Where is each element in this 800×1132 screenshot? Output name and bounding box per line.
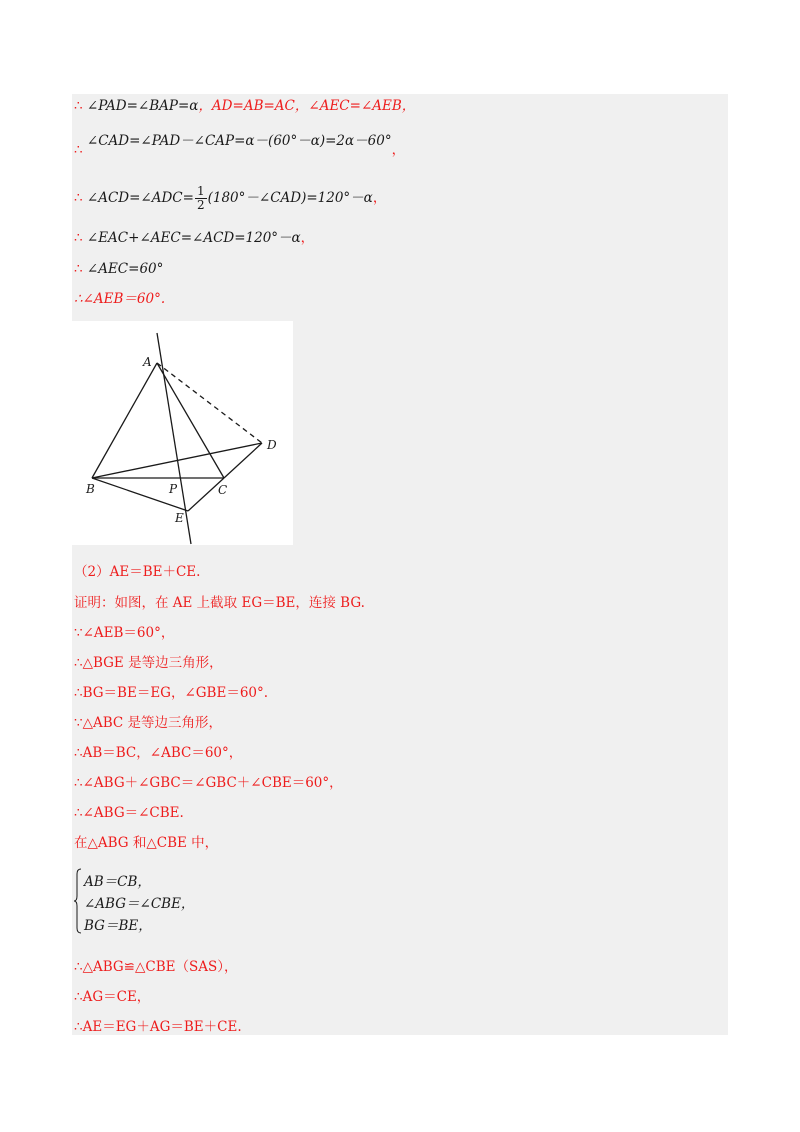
proof-step-5: ∴AB＝BC，∠ABC＝60°， bbox=[74, 745, 243, 761]
line-2-formula: ∠CAD=∠PAD－∠CAP=α－(60°－α)=2α－60° bbox=[86, 133, 392, 149]
label-d: D bbox=[267, 438, 277, 452]
proof-step-3: ∴BG＝BE＝EG，∠GBE＝60°. bbox=[74, 685, 269, 701]
fraction-numerator: 1 bbox=[196, 184, 205, 198]
line-4-comma: ， bbox=[300, 230, 315, 246]
segment-ac bbox=[157, 363, 224, 478]
line-3-comma: ， bbox=[372, 190, 387, 206]
line-3-formula-end: (180°－∠CAD)=120°－α bbox=[207, 190, 373, 206]
line-a-e-extended bbox=[157, 333, 191, 544]
geometry-diagram bbox=[72, 321, 293, 545]
system-row-3: BG＝BE， bbox=[84, 918, 152, 934]
line-1 bbox=[74, 97, 415, 115]
therefore-symbol: ∴ bbox=[74, 190, 83, 206]
system-row-2: ∠ABG＝∠CBE， bbox=[84, 896, 195, 912]
line-6-conclusion: ∴∠AEB＝60°. bbox=[74, 291, 166, 307]
line-4-formula: ∠EAC+∠AEC=∠ACD=120°－α bbox=[86, 230, 301, 246]
proof-step-10: ∴AG＝CE， bbox=[74, 989, 151, 1005]
segment-bd bbox=[92, 443, 262, 478]
segment-cd bbox=[224, 443, 262, 478]
proof-step-4: ∵△ABC 是等边三角形， bbox=[74, 715, 223, 731]
label-b: B bbox=[86, 482, 95, 496]
label-e: E bbox=[175, 511, 184, 525]
line-1-formula: ∠PAD=∠BAP=α bbox=[86, 98, 199, 114]
line-5 bbox=[74, 260, 163, 278]
therefore-symbol: ∴ bbox=[74, 98, 83, 114]
system-row-1: AB＝CB， bbox=[84, 874, 151, 890]
line-5-formula: ∠AEC=60° bbox=[86, 261, 164, 277]
label-c: C bbox=[218, 483, 228, 497]
line-3 bbox=[74, 181, 386, 215]
therefore-symbol: ∴ bbox=[74, 230, 83, 246]
line-1-red: ，AD=AB=AC，∠AEC=∠AEB， bbox=[198, 98, 416, 114]
line-4 bbox=[74, 229, 314, 247]
line-2 bbox=[74, 132, 406, 158]
proof-step-1: ∵∠AEB＝60°， bbox=[74, 625, 175, 641]
proof-intro: 证明：如图，在 AE 上截取 EG＝BE，连接 BG. bbox=[74, 595, 365, 611]
therefore-symbol: ∴ bbox=[74, 142, 83, 158]
proof-step-2: ∴△BGE 是等边三角形， bbox=[74, 655, 223, 671]
geometry-figure bbox=[72, 321, 293, 545]
proof-step-9: ∴△ABG≌△CBE（SAS）， bbox=[74, 959, 238, 975]
proof-step-7: ∴∠ABG＝∠CBE. bbox=[74, 805, 184, 821]
line-3-formula-start: ∠ACD=∠ADC= bbox=[86, 190, 194, 206]
therefore-symbol: ∴ bbox=[74, 261, 83, 277]
proof-step-6: ∴∠ABG＋∠GBC＝∠GBC＋∠CBE＝60°， bbox=[74, 775, 343, 791]
fraction-one-half bbox=[195, 185, 207, 212]
label-p: P bbox=[169, 482, 178, 496]
segment-ab bbox=[92, 363, 157, 478]
part-2-claim: （2）AE＝BE＋CE. bbox=[74, 564, 201, 580]
proof-conclusion: ∴AE＝EG＋AG＝BE＋CE. bbox=[74, 1019, 242, 1035]
left-brace bbox=[74, 868, 82, 934]
fraction-denominator: 2 bbox=[196, 198, 205, 212]
line-2-comma: ， bbox=[391, 142, 406, 158]
label-a: A bbox=[143, 355, 152, 369]
proof-step-8: 在△ABG 和△CBE 中， bbox=[74, 835, 219, 851]
